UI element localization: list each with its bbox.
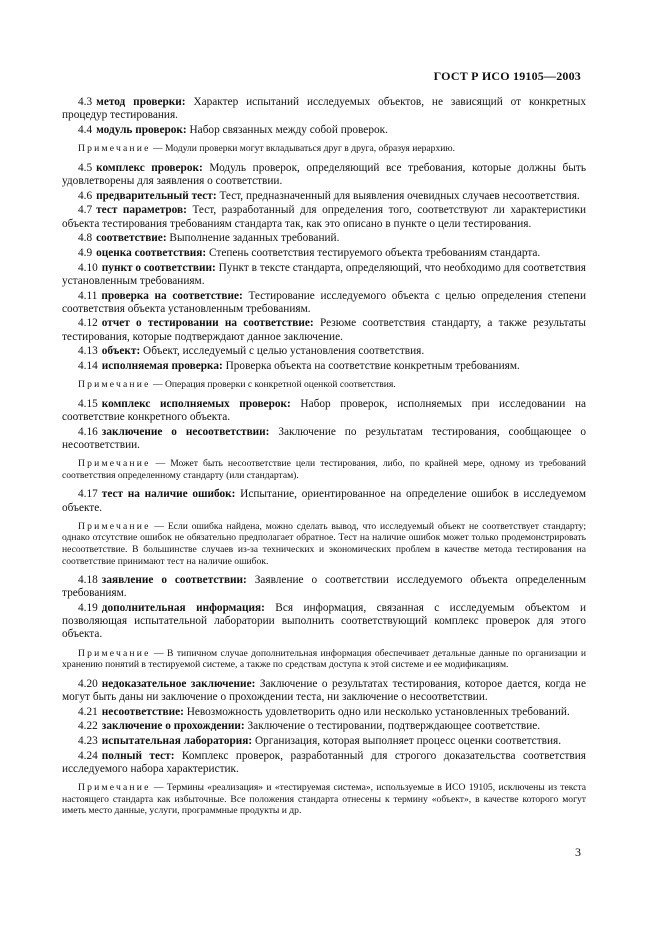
term-definition <box>62 124 586 137</box>
term-text: Заключение по результатам тестирования, сообщающее о несоответствии. <box>62 425 586 451</box>
term-text: Модуль проверок, определяющий все требования, которые должны быть удовлетворены для заявления о соответствии. <box>62 161 586 187</box>
term-name: предварительный тест: <box>96 189 217 202</box>
term-number: 4.15 <box>78 397 98 410</box>
note-text: Операция проверки с конкретной оценкой соответствия. <box>164 379 396 391</box>
term-name: комплекс исполняемых проверок: <box>101 397 291 410</box>
note-text: Модули проверки могут вкладываться друг в друга, образуя иерархию. <box>164 143 455 155</box>
note: Примечание — Термины «реализация» и «тестируемая система», используемые в ИСО 19105, исключены из текста настоящего стандарта как избыточные. Все положения стандарта отнесены к термину «объект», в качестве которого могут иметь место данные, услуги, программные продукты и др. <box>62 782 587 817</box>
term-definition <box>62 204 586 230</box>
term-text: Объект, исследуемый с целью установления соответствия. <box>143 345 425 358</box>
term-text: Пункт в тексте стандарта, определяющий, что необходимо для соответствия установленным требованиям. <box>62 261 586 287</box>
document-body <box>62 96 586 824</box>
term-number: 4.19 <box>78 602 98 615</box>
term-definition <box>62 262 586 288</box>
term-number: 4.11 <box>78 289 98 302</box>
term-text: Комплекс проверок, разработанный для строгого доказательства соответствия исследуемого набора характеристик. <box>62 749 586 776</box>
term-name: испытательная лаборатория: <box>101 735 253 748</box>
term-name: заключение о прохождении: <box>101 720 245 733</box>
term-name: заключение о несоответствии: <box>101 425 270 438</box>
term-definition <box>62 345 586 358</box>
term-name: исполняемая проверка: <box>101 360 223 373</box>
term-name: соответствие: <box>96 232 167 245</box>
term-name: заявление о соответствии: <box>101 574 247 587</box>
term-definition <box>62 398 586 424</box>
note-text: Термины «реализация» и «тестируемая система», используемые в ИСО 19105, исключены из текста настоящего стандарта как избыточные. Все положения стандарта отнесены к термину «объект», в качестве которого могут иметь место данные, услуги, программные продукты и др. <box>62 782 587 817</box>
term-text: Характер испытаний исследуемых объектов, не зависящий от конкретных процедур тестирования. <box>62 96 586 122</box>
term-text: Вся информация, связанная с исследуемым объектом и позволяющая испытательной лаборатории выполнить соответствующий комплекс проверок для этого объекта. <box>62 602 586 641</box>
term-number: 4.3 <box>78 96 93 108</box>
term-number: 4.18 <box>78 574 98 587</box>
term-name: тест параметров: <box>96 204 187 217</box>
term-text: Заключение о результатах тестирования, которое дается, когда не могут быть даны ни заключение о прохождении теста, ни заключение о несоответствии. <box>62 677 586 704</box>
term-number: 4.6 <box>78 189 93 202</box>
note-label: Примечание <box>78 379 151 391</box>
note: Примечание — Может быть несоответствие цели тестирования, либо, по крайней мере, одному из требований соответствия определенному стандарту (или стандартам). <box>62 458 587 481</box>
term-text: Выполнение заданных требований. <box>169 232 340 245</box>
note-label: Примечание <box>78 782 151 794</box>
term-number: 4.17 <box>78 488 98 501</box>
term-name: дополнительная информация: <box>101 602 265 615</box>
term-text: Заключение о тестировании, подтверждающее соответствие. <box>247 720 541 733</box>
term-definition <box>62 190 586 203</box>
term-number: 4.4 <box>78 123 93 136</box>
term-text: Набор связанных между собой проверок. <box>189 123 388 136</box>
term-definition <box>62 720 586 733</box>
term-number: 4.7 <box>78 204 93 217</box>
term-definition <box>62 574 586 600</box>
term-name: пункт о соответствии: <box>101 261 216 274</box>
term-text: Тестирование исследуемого объекта с целью определения степени соответствия объекта установленным требованиям. <box>62 289 587 315</box>
term-definition <box>62 706 586 719</box>
term-name: модуль проверок: <box>96 123 187 136</box>
note-label: Примечание <box>78 520 151 532</box>
term-name: полный тест: <box>101 749 175 762</box>
term-number: 4.22 <box>78 720 98 733</box>
term-number: 4.12 <box>78 317 98 330</box>
note: Примечание — В типичном случае дополнительная информация обеспечивает детальные данные по организации и хранению понятий в тестируемой системе, а также по средствам доступа к этой системе и ее модификациям. <box>62 647 587 671</box>
term-text: Тест, разработанный для определения того, соответствуют ли характеристики объекта тестирования требованиям стандарта так, как это описано в пункте о цели тестирования. <box>62 204 587 230</box>
term-definition <box>62 247 586 260</box>
note: Примечание — Если ошибка найдена, можно сделать вывод, что исследуемый объект не соответствует стандарту; однако отсутствие ошибок не обязательно предполагает обратное. Тест на наличие ошибок может только продемонстрировать несоответствие. В большинстве случаев из-за технических и экономических проблем в качестве метода тестирования на соответствие принимают тест на наличие ошибок. <box>62 520 587 567</box>
page-number: 3 <box>575 845 581 859</box>
term-name: недоказательное заключение: <box>101 677 256 690</box>
term-text: Набор проверок, исполняемых при исследовании на соответствие конкретного объекта. <box>62 397 587 424</box>
term-name: тест на наличие ошибок: <box>101 488 236 501</box>
term-name: комплекс проверок: <box>96 161 203 174</box>
term-number: 4.9 <box>78 246 93 259</box>
term-number: 4.24 <box>78 749 98 762</box>
note-text: Может быть несоответствие цели тестирования, либо, по крайней мере, одному из требований соответствия определенному стандарту (или стандартам). <box>62 458 587 481</box>
term-text: Испытание, ориентированное на определение ошибок в исследуемом объекте. <box>62 488 586 514</box>
term-definition <box>62 232 586 245</box>
term-definition <box>62 162 586 188</box>
term-number: 4.16 <box>78 425 98 438</box>
term-name: несоответствие: <box>101 705 184 718</box>
term-definition <box>62 290 586 316</box>
term-definition <box>62 735 586 748</box>
note-label: Примечание <box>78 143 151 155</box>
term-number: 4.21 <box>78 705 98 718</box>
term-number: 4.13 <box>78 345 98 358</box>
term-number: 4.20 <box>78 677 98 690</box>
term-definition <box>62 488 586 514</box>
term-name: объект: <box>101 345 141 358</box>
term-definition <box>62 96 586 122</box>
term-definition <box>62 360 586 373</box>
term-text: Резюме соответствия стандарту, а также результаты тестирования, которые подтверждают данное заключение. <box>62 317 587 343</box>
standard-header: ГОСТ Р ИСО 19105—2003 <box>433 69 581 83</box>
term-definition <box>62 678 586 704</box>
term-name: метод проверки: <box>96 96 186 108</box>
term-definition <box>62 426 586 452</box>
term-number: 4.23 <box>78 735 98 748</box>
note-label: Примечание <box>78 647 151 659</box>
term-text: Невозможность удовлетворить одно или несколько установленных требований. <box>186 705 570 718</box>
note-text: Если ошибка найдена, можно сделать вывод, что исследуемый объект не соответствует стандарту; однако отсутствие ошибок не обязательно предполагает обратное. Тест на наличие ошибок может только продемонстрировать несоответствие. В большинстве случаев из-за технических и экономических проблем в качестве метода тестирования на соответствие принимают тест на наличие ошибок. <box>62 520 587 567</box>
term-number: 4.10 <box>78 261 98 274</box>
term-name: оценка соответствия: <box>96 246 207 259</box>
note: Примечание — Операция проверки с конкретной оценкой соответствия. <box>78 379 396 391</box>
term-text: Тест, предназначенный для выявления очевидных случаев несоответствия. <box>219 189 580 202</box>
term-name: отчет о тестировании на соответствие: <box>101 317 314 330</box>
term-text: Организация, которая выполняет процесс оценки соответствия. <box>254 735 562 748</box>
note-label: Примечание <box>78 458 151 470</box>
term-number: 4.14 <box>78 360 98 373</box>
note: Примечание — Модули проверки могут вкладываться друг в друга, образуя иерархию. <box>78 143 455 155</box>
term-name: проверка на соответствие: <box>101 289 243 302</box>
term-definition <box>62 750 586 776</box>
note-text: В типичном случае дополнительная информация обеспечивает детальные данные по организации и хранению понятий в тестируемой системе, а также по средствам доступа к этой системе и ее модификациям. <box>62 647 587 671</box>
term-text: Проверка объекта на соответствие конкретным требованиям. <box>225 360 520 373</box>
term-definition <box>62 317 586 343</box>
term-text: Заявление о соответствии исследуемого объекта определенным требованиям. <box>62 574 587 600</box>
term-number: 4.5 <box>78 161 93 174</box>
term-definition <box>62 602 586 642</box>
term-number: 4.8 <box>78 232 93 245</box>
term-text: Степень соответствия тестируемого объекта требованиям стандарта. <box>209 246 541 259</box>
